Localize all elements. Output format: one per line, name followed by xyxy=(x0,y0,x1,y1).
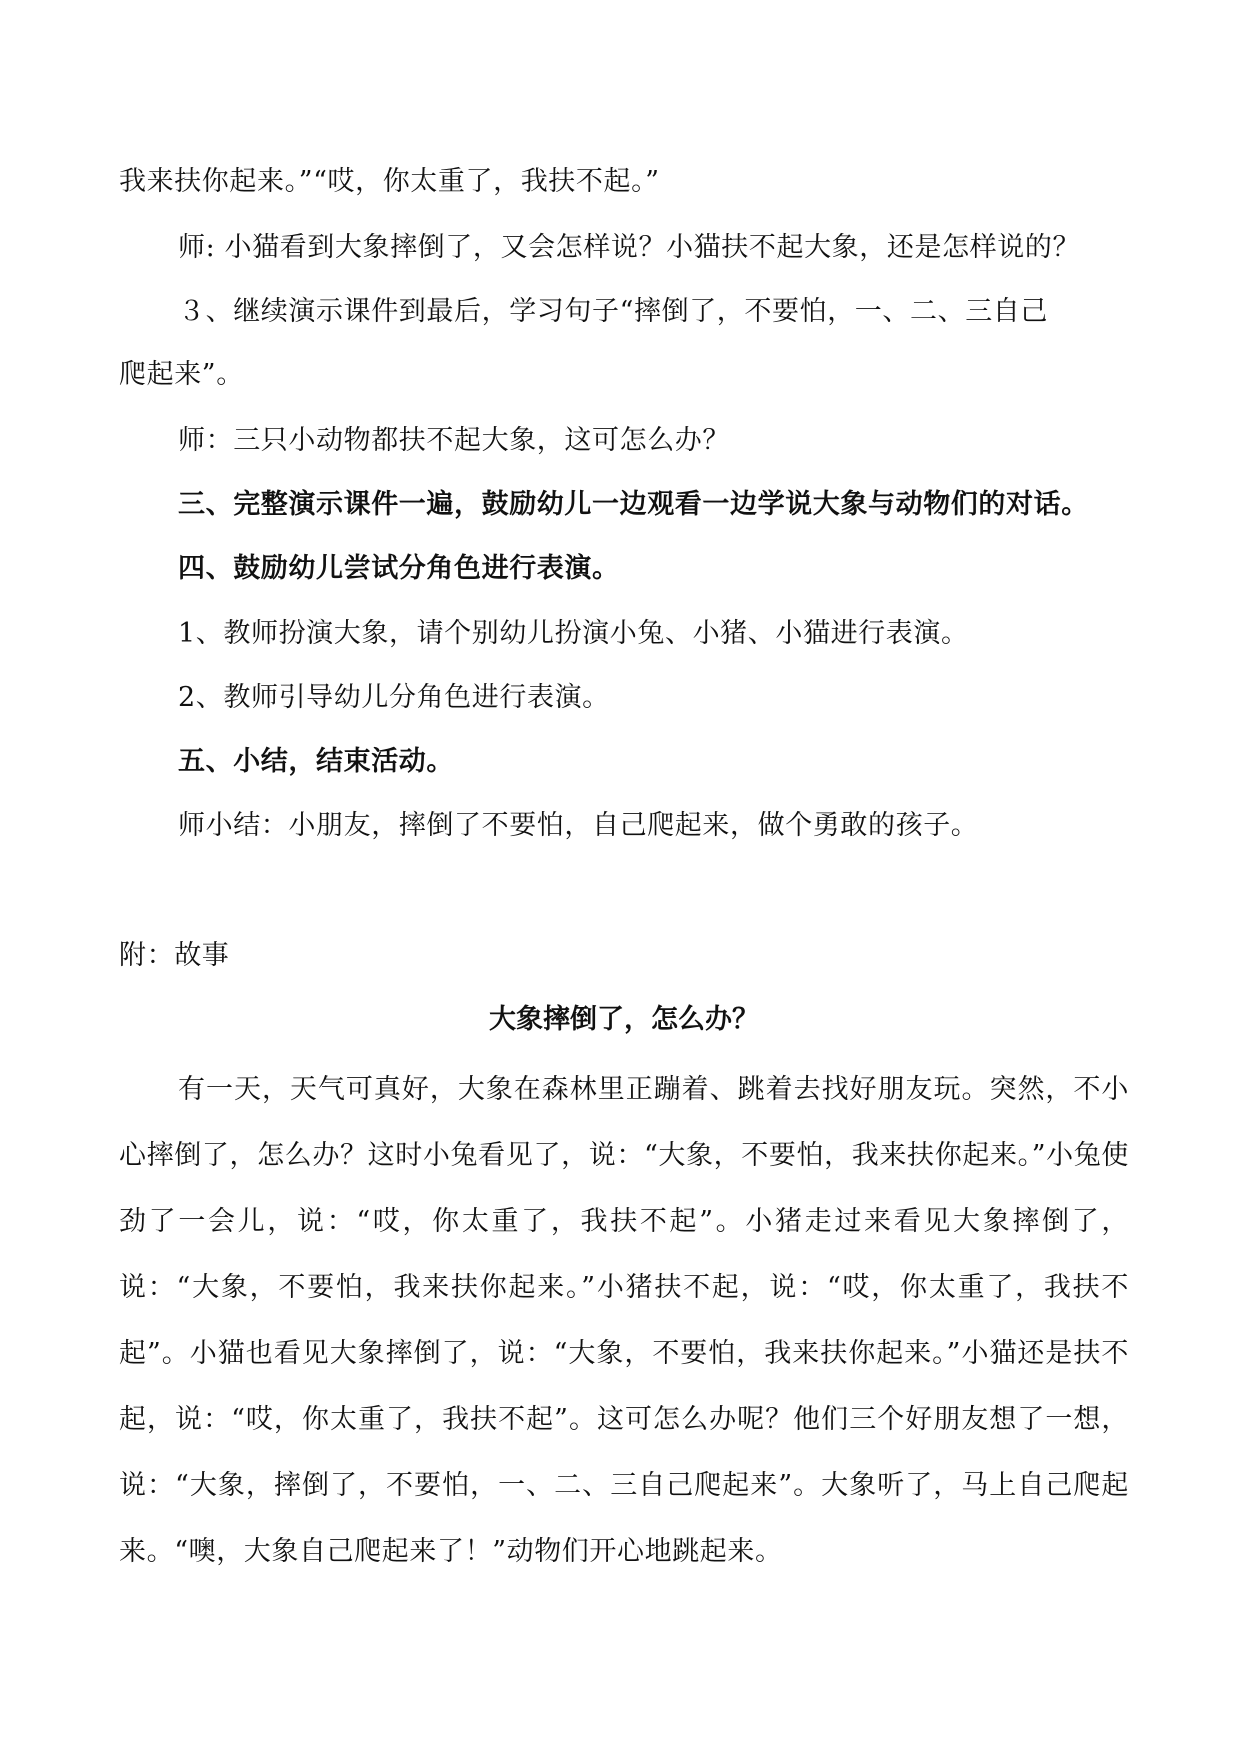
text-line: ３、继续演示课件到最后，学习句子“摔倒了，不要怕，一、二、三自己 xyxy=(178,296,1049,327)
story-paragraph: 有一天，天气可真好，大象在森林里正蹦着、跳着去找好朋友玩。突然，不小心摔倒了，怎么办？这时小兔看见了，说：“大象，不要怕，我来扶你起来。”小兔使劲了一会儿，说：“哎，你太重了，我扶不起”。小猪走过来看见大象摔倒了，说：“大象，不要怕，我来扶你起来。”小猪扶不起，说：“哎，你太重了，我扶不起”。小猫也看见大象摔倒了，说：“大象，不要怕，我来扶你起来。”小猫还是扶不起，说：“哎，你太重了，我扶不起”。这可怎么办呢？他们三个好朋友想了一想，说：“大象，摔倒了，不要怕，一、二、三自己爬起来”。大象听了，马上自己爬起来。“噢，大象自己爬起来了！”动物们开心地跳起来。 xyxy=(119,1074,1129,1567)
section-heading: 三、完整演示课件一遍，鼓励幼儿一边观看一边学说大象与动物们的对话。 xyxy=(178,489,1089,520)
section-heading: 五、小结，结束活动。 xyxy=(178,746,454,777)
text-line: 我来扶你起来。”“哎，你太重了，我扶不起。” xyxy=(119,166,660,197)
text-line: 师: 小猫看到大象摔倒了，又会怎样说？小猫扶不起大象，还是怎样说的？ xyxy=(178,232,1081,263)
section-heading: 四、鼓励幼儿尝试分角色进行表演。 xyxy=(178,553,620,584)
text-line: 1、教师扮演大象，请个别幼儿扮演小兔、小猪、小猫进行表演。 xyxy=(178,618,969,649)
text-line: 师小结：小朋友，摔倒了不要怕，自己爬起来，做个勇敢的孩子。 xyxy=(178,810,979,841)
story-title: 大象摔倒了，怎么办？ xyxy=(489,1004,759,1035)
appendix-label: 附：故事 xyxy=(119,940,230,971)
text-line: 2、教师引导幼儿分角色进行表演。 xyxy=(178,682,610,713)
text-line: 爬起来”。 xyxy=(119,359,244,390)
text-line: 师：三只小动物都扶不起大象，这可怎么办？ xyxy=(178,425,730,456)
